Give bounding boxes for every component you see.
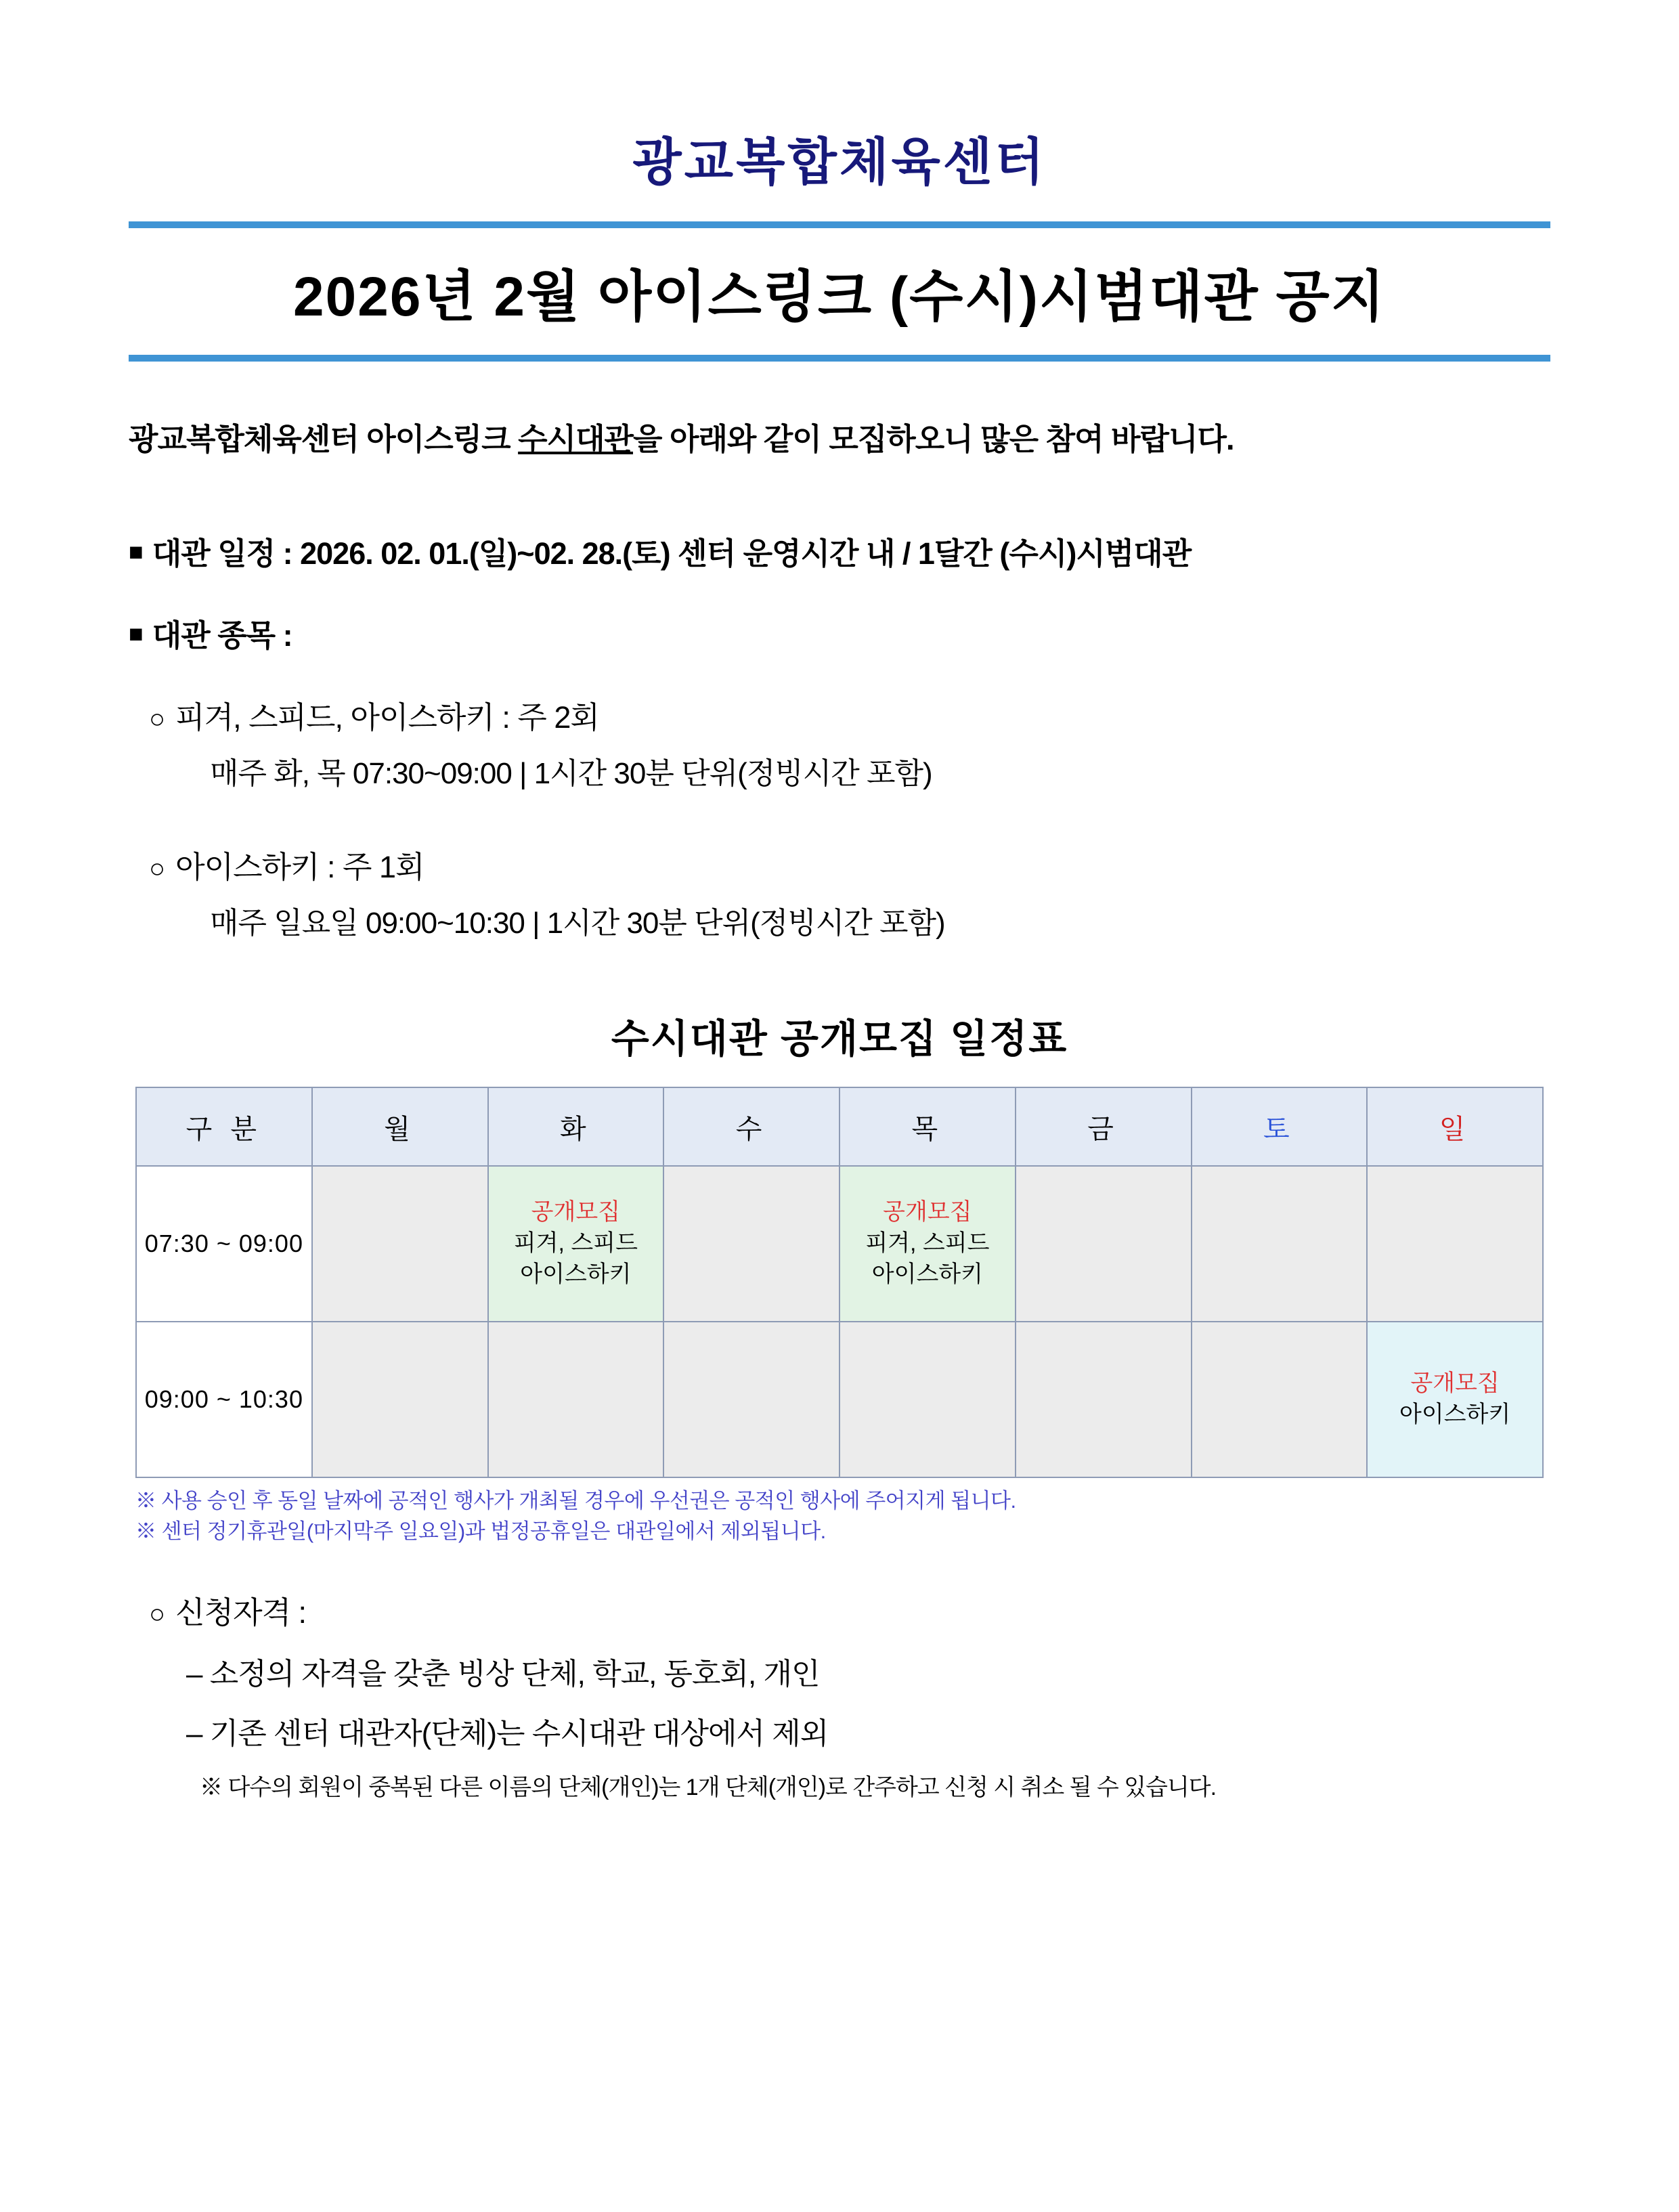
item-0-title-row <box>129 693 1550 737</box>
eligibility-title-row <box>129 1588 1550 1632</box>
spacer <box>129 792 1550 842</box>
cell-0-3-body: 피겨, 스피드 아이스하키 <box>865 1230 990 1287</box>
cell-1-5 <box>1192 1322 1368 1477</box>
row-1-time: 09:00 ~ 10:30 <box>136 1322 312 1477</box>
cell-0-5 <box>1192 1166 1368 1322</box>
item-0-title: 피겨, 스피드, 아이스하키 : 주 2회 <box>175 700 599 735</box>
square-bullet-icon: ■ <box>129 538 143 565</box>
info-block <box>129 529 1550 942</box>
cell-0-4 <box>1016 1166 1192 1322</box>
table-header-row <box>136 1087 1543 1166</box>
cell-0-1-head: 공개모집 <box>531 1199 621 1226</box>
lead-underline: 수시대관 <box>518 422 634 456</box>
column-header-wed: 수 <box>663 1087 840 1166</box>
column-header-fri: 금 <box>1016 1087 1192 1166</box>
column-header-sun: 일 <box>1367 1087 1543 1166</box>
cell-1-0 <box>312 1322 488 1477</box>
item-0-detail: 매주 화, 목 07:30~09:00 | 1시간 30분 단위(정빙시간 포함) <box>210 757 932 790</box>
cell-0-3-head: 공개모집 <box>883 1199 972 1226</box>
circle-bullet-icon: ○ <box>149 1599 165 1629</box>
circle-bullet-icon: ○ <box>149 854 165 884</box>
item-1-title-row <box>129 842 1550 886</box>
rental-event-row <box>129 611 1550 655</box>
schedule-table-title: 수시대관 공개모집 일정표 <box>611 1017 1068 1061</box>
lead-suffix: 을 아래와 같이 모집하오니 많은 참여 바랍니다. <box>633 422 1234 456</box>
cell-0-6 <box>1367 1166 1543 1322</box>
eligibility-note: ※ 다수의 회원이 중복된 다른 이름의 단체(개인)는 1개 단체(개인)로 간주하고 신청 시 취소 될 수 있습니다. <box>200 1774 1217 1800</box>
table-row <box>136 1166 1543 1322</box>
divider-bottom <box>129 355 1550 362</box>
table-notes <box>135 1486 1544 1547</box>
eligibility-line-0: – 소정의 자격을 갖춘 빙상 단체, 학교, 동호회, 개인 <box>186 1657 820 1691</box>
item-1-title: 아이스하키 : 주 1회 <box>175 850 424 884</box>
row-0-time: 07:30 ~ 09:00 <box>136 1166 312 1322</box>
column-header-tue: 화 <box>488 1087 664 1166</box>
page-title: 2026년 2월 아이스링크 (수시)시범대관 공지 <box>293 266 1386 328</box>
column-header-gubun: 구 분 <box>136 1087 312 1166</box>
rental-schedule-text: 대관 일정 : 2026. 02. 01.(일)~02. 28.(토) 센터 운영시간 내 / 1달간 (수시)시범대관 <box>152 536 1192 571</box>
column-header-sat: 토 <box>1192 1087 1368 1166</box>
rental-event-text: 대관 종목 : <box>152 618 292 653</box>
table-row <box>136 1322 1543 1477</box>
eligibility-block <box>129 1588 1550 1802</box>
schedule-table <box>135 1087 1544 1478</box>
cell-0-1 <box>488 1166 664 1322</box>
center-name: 광교복합체육센터 <box>632 133 1047 190</box>
eligibility-title: 신청자격 : <box>175 1595 307 1630</box>
circle-bullet-icon: ○ <box>149 704 165 734</box>
column-header-thu: 목 <box>840 1087 1016 1166</box>
lead-paragraph <box>129 414 1550 458</box>
cell-1-1 <box>488 1322 664 1477</box>
cell-0-0 <box>312 1166 488 1322</box>
lead-prefix: 광교복합체육센터 아이스링크 <box>129 422 519 456</box>
table-note-1: ※ 센터 정기휴관일(마지막주 일요일)과 법정공휴일은 대관일에서 제외됩니다. <box>135 1519 826 1543</box>
cell-0-1-body: 피겨, 스피드 아이스하키 <box>513 1230 638 1287</box>
table-note-0: ※ 사용 승인 후 동일 날짜에 공적인 행사가 개최될 경우에 우선권은 공적인 행사에 주어지게 됩니다. <box>135 1489 1016 1513</box>
column-header-mon: 월 <box>312 1087 488 1166</box>
cell-1-4 <box>1016 1322 1192 1477</box>
item-1-detail: 매주 일요일 09:00~10:30 | 1시간 30분 단위(정빙시간 포함) <box>210 907 945 940</box>
rental-schedule-row <box>129 529 1550 573</box>
divider-top <box>129 221 1550 228</box>
cell-1-6 <box>1367 1322 1543 1477</box>
cell-1-6-head: 공개모집 <box>1410 1370 1500 1397</box>
cell-1-6-body: 아이스하키 <box>1399 1402 1511 1427</box>
cell-0-2 <box>663 1166 840 1322</box>
eligibility-line-1: – 기존 센터 대관자(단체)는 수시대관 대상에서 제외 <box>186 1716 829 1750</box>
cell-0-3 <box>840 1166 1016 1322</box>
cell-1-2 <box>663 1322 840 1477</box>
square-bullet-icon: ■ <box>129 620 143 647</box>
cell-1-3 <box>840 1322 1016 1477</box>
